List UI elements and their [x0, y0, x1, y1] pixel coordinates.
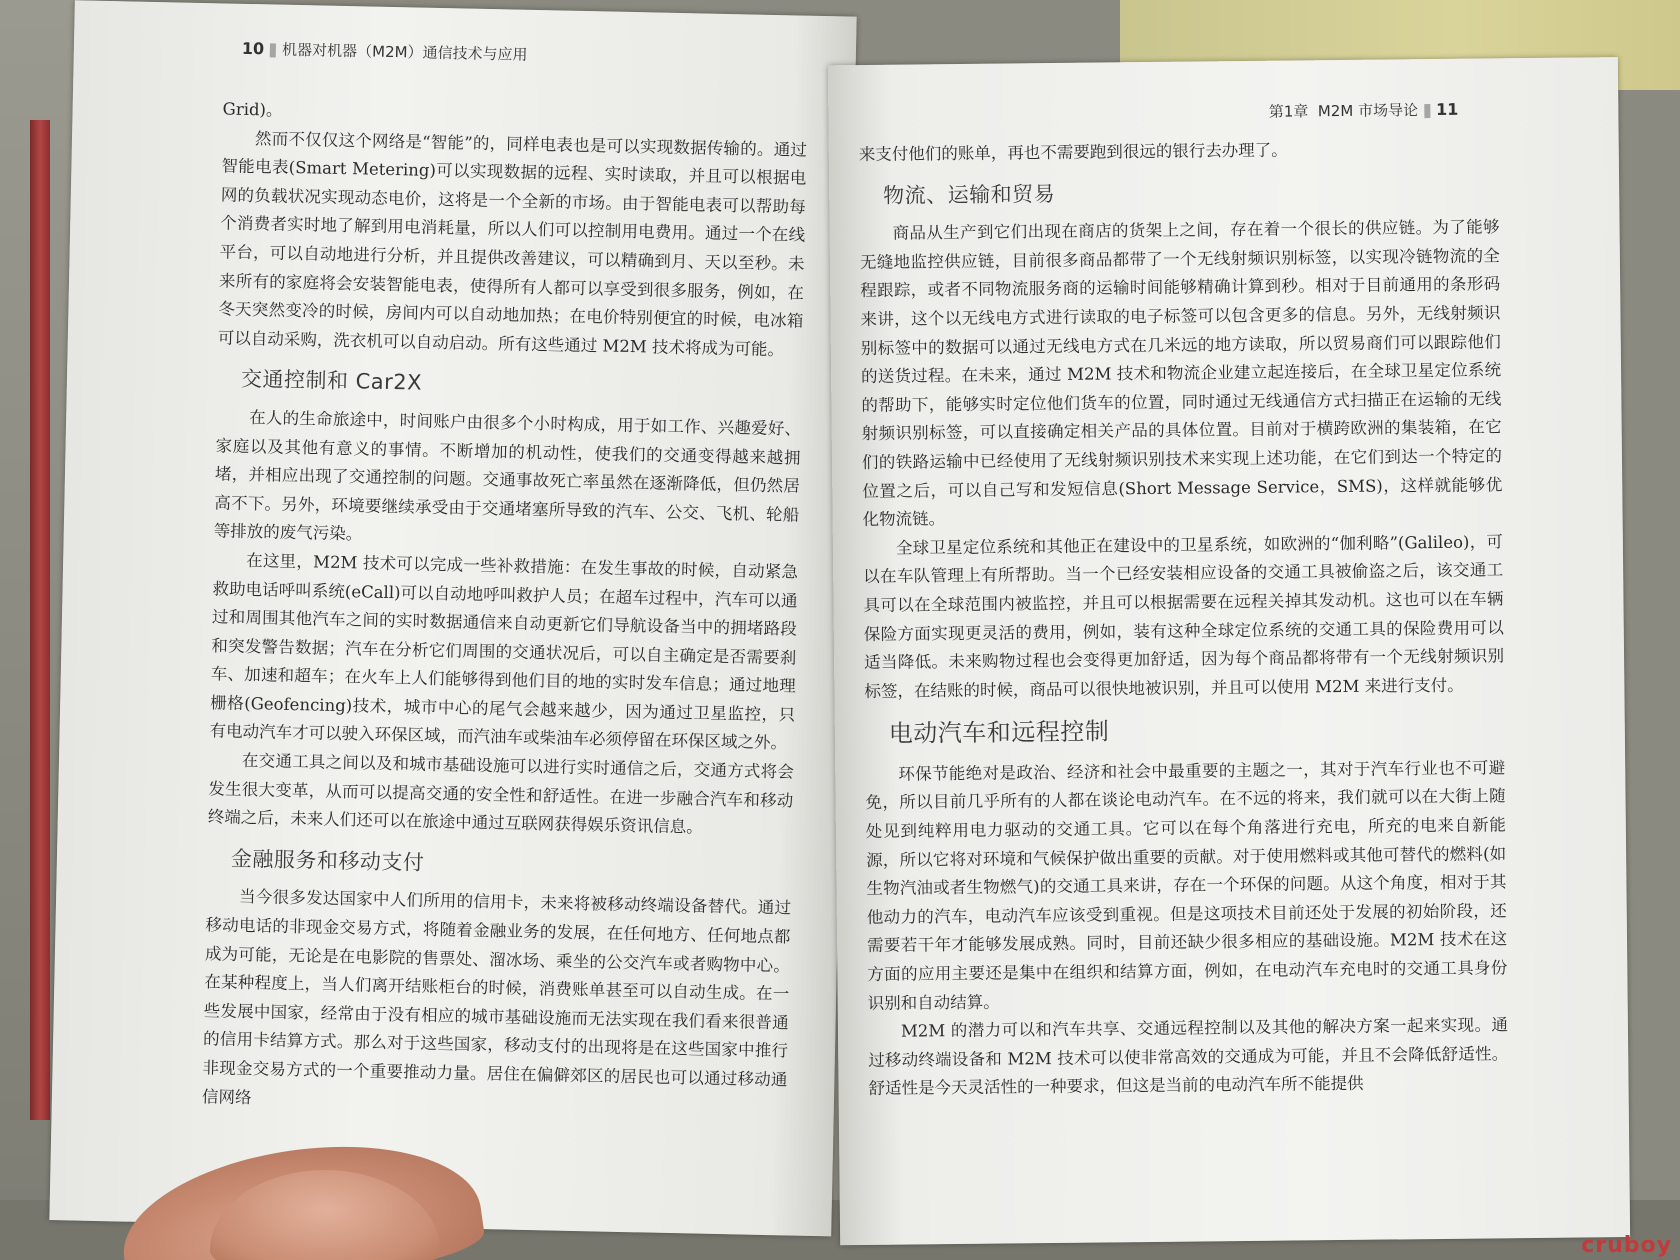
- right-page: [828, 57, 1630, 1245]
- chapter-label: 第1章: [1268, 102, 1309, 121]
- paragraph: 然而不仅仅这个网络是“智能”的，同样电表也是可以实现数据传输的。通过智能电表(Smart Metering)可以实现数据的远程、实时读取，并且可以根据电网的负载状况实现动态电价，这将是一个全新的市场。由于智能电表可以帮助每个消费者实时地了解到用电消耗量，所以人们可以控制用电费用。通过一个在线平台，可以自动地进行分析，并且提供改善建议，可以精确到月、天以至秒。未来所有的家庭将会安装智能电表，使得所有人都可以享受到很多服务，例如，在冬天突然变冷的时候，房间内可以自动地加热；在电价特别便宜的时候，电冰箱可以自动采购，洗衣机可以自动启动。所有这些通过 M2M 技术将成为可能。: [217, 128, 808, 359]
- book-cover-edge: [30, 120, 50, 1120]
- section-heading: 金融服务和移动支付: [230, 846, 425, 875]
- paragraph: 全球卫星定位系统和其他正在建设中的卫星系统，如欧洲的“伽利略”(Galileo)，可以在车队管理上有所帮助。当一个已经安装相应设备的交通工具被偷盗之后，该交通工具可以在全球范围内被监控，并且可以根据需要在远程关掉其发动机。这也可以在车辆保险方面实现更灵活的费用，例如，装有这种全球定位系统的交通工具的保险费用可以适当降低。未来购物过程也会变得更加舒适，因为每个商品都将带有一个无线射频识别标签，在结账的时候，商品可以很快地被识别，并且可以使用 M2M 来进行支付。: [863, 532, 1505, 701]
- left-page-body: [202, 95, 808, 1123]
- header-separator: [270, 43, 276, 57]
- section-heading: 交通控制和 Car2X: [240, 367, 423, 396]
- section-heading: 电动汽车和远程控制: [888, 717, 1110, 749]
- right-page-header: [1269, 99, 1459, 122]
- right-page-body: [859, 134, 1509, 1104]
- left-page-number: 10: [241, 38, 265, 59]
- header-separator: [1424, 104, 1430, 118]
- right-running-title: M2M 市场导论: [1317, 101, 1419, 121]
- paragraph: 商品从生产到它们出现在商店的货架上之间，存在着一个很长的供应链。为了能够无缝地监控供应链，目前很多商品都带了一个无线射频识别标签，以实现冷链物流的全程跟踪，或者不同物流服务商的运输时间能够精确计算到秒。相对于目前通用的条形码来讲，这个以无线电方式进行读取的电子标签可以包含更多的信息。另外，无线射频识别标签中的数据可以通过无线电方式在几米远的地方读取，所以贸易商们可以跟踪他们的送货过程。在未来，通过 M2M 技术和物流企业建立起连接后，在全球卫星定位系统的帮助下，能够实时定位他们货车的位置，同时通过无线通信方式扫描正在运输的无线射频识别标签，可以直接确定相关产品的具体位置。目前对于横跨欧洲的集装箱，在它们的铁路运输中已经使用了无线射频识别技术来实现上述功能，在它们到达一个特定的位置之后，可以自己写和发短信息(Short Message Service，SMS)，这样就能够优化物流链。: [859, 217, 1503, 530]
- paragraph: 环保节能绝对是政治、经济和社会中最重要的主题之一，其对于汽车行业也不可避免，所以目前几乎所有的人都在谈论电动汽车。在不远的将来，我们就可以在大街上随处见到纯粹用电力驱动的交通工具。它可以在每个角落进行充电，所充的电来自新能源，所以它将对环境和气候保护做出重要的贡献。对于使用燃料或其他可替代的燃料(如生物汽油或者生物燃气)的交通工具来讲，存在一个环保的问题。从这个角度，相对于其他动力的汽车，电动汽车应该受到重视。但是这项技术目前还处于发展的初始阶段，还需要若干年才能够发展成熟。同时，目前还缺少很多相应的基础设施。M2M 技术在这方面的应用主要还是集中在组织和结算方面，例如，在电动汽车充电时的交通工具身份识别和自动结算。: [865, 758, 1508, 1013]
- paragraph: M2M 的潜力可以和汽车共享、交通远程控制以及其他的解决方案一起来实现。通过移动终端设备和 M2M 技术可以使非常高效的交通成为可能，并且不会降低舒适性。舒适性是今天灵活性的一种要求，但这是当前的电动汽车所不能提供: [868, 1015, 1509, 1099]
- paragraph: 在人的生命旅途中，时间账户由很多个小时构成，用于如工作、兴趣爱好、家庭以及其他有意义的事情。不断增加的机动性，使我们的交通变得越来越拥堵，并相应出现了交通控制的问题。交通事故死亡率虽然在逐渐降低，但仍然居高不下。另外，环境要继续承受由于交通堵塞所导致的汽车、公交、飞机、轮船等排放的废气污染。: [213, 407, 802, 544]
- left-page-header: [242, 38, 528, 65]
- paragraph: 在交通工具之间以及和城市基础设施可以进行实时通信之后，交通方式将会发生很大变革，从而可以提高交通的安全性和舒适性。在进一步融合汽车和移动终端之后，未来人们还可以在旅途中通过互联网获得娱乐资讯信息。: [207, 751, 795, 837]
- paragraph: 当今很多发达国家中人们所用的信用卡，未来将被移动终端设备替代。通过移动电话的非现金交易方式，将随着金融业务的发展，在任何地方、任何地点都成为可能，无论是在电影院的售票处、溜冰场、乘坐的公交汽车或者购物中心。在某种程度上，当人们离开结账柜台的时候，消费账单甚至可以自动生成。在一些发展中国家，经常由于没有相应的城市基础设施而无法实现在我们看来很普通的信用卡结算方式。那么对于这些国家，移动支付的出现将是在这些国家中推行非现金交易方式的一个重要推动力量。居住在偏僻郊区的居民也可以通过移动通信网络: [201, 887, 792, 1107]
- right-page-number: 11: [1435, 99, 1459, 119]
- section-heading: 物流、运输和贸易: [883, 181, 1056, 208]
- paragraph: 来支付他们的账单，再也不需要跑到很远的银行去办理了。: [858, 140, 1288, 165]
- paragraph: 在这里，M2M 技术可以完成一些补救措施：在发生事故的时候，自动紧急救助电话呼叫系统(eCall)可以自动地呼叫救护人员；在超车过程中，汽车可以通过和周围其他汽车之间的实时数据通信来自动更新它们导航设备当中的拥堵路段和突发警告数据；汽车在分析它们周围的交通状况后，可以自主确定是否需要刹车、加速和超车；在火车上人们能够得到他们目的地的实时发车信息；通过地理栅格(Geofencing)技术，城市中心的尾气会越来越少，因为通过卫星监控，只有电动汽车才可以驶入环保区域，而汽油车或柴油车必须停留在环保区域之外。: [209, 550, 799, 753]
- watermark: cruboy: [1581, 1233, 1672, 1258]
- left-running-title: 机器对机器（M2M）通信技术与应用: [281, 40, 528, 64]
- paragraph: Grid)。: [222, 99, 283, 120]
- left-page: [49, 0, 856, 1236]
